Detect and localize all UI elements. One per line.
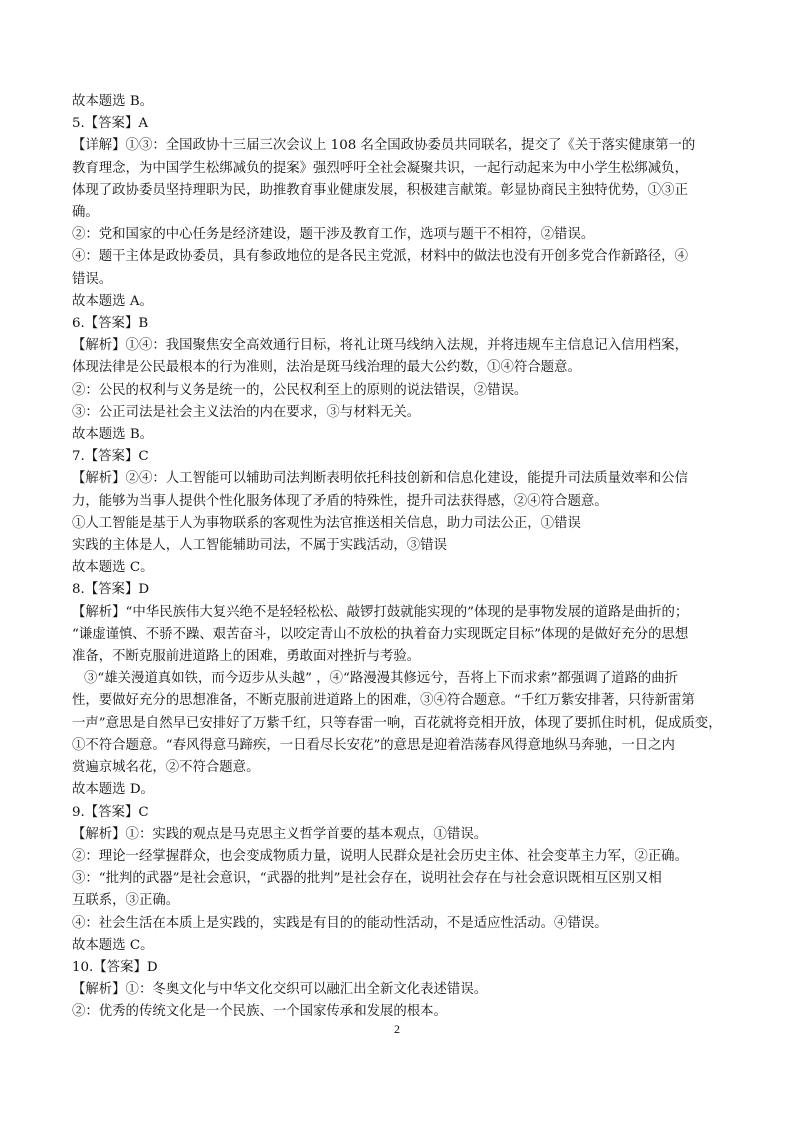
answer-heading-5: 5.【答案】A <box>72 116 149 132</box>
text-line: 故本题选 D。 <box>72 782 154 798</box>
answer-heading-9: 9.【答案】C <box>72 804 149 820</box>
text-line: ②：理论一经掌握群众，也会变成物质力量，说明人民群众是社会历史主体、社会变革主力军，②正确。 <box>72 848 688 864</box>
text-line: 性，要做好充分的思想准备，不断克服前进道路上的困难，③④符合题意。“千红万紫安排著，只待新雷第 <box>72 693 695 709</box>
text-line: “谦虚谨慎、不骄不躁、艰苦奋斗，以咬定青山不放松的执着奋力实现既定目标”体现的是做好充分的思想 <box>72 626 689 642</box>
text-line: 确。 <box>72 205 99 221</box>
text-line: 【解析】①：实践的观点是马克思主义哲学首要的基本观点，①错误。 <box>72 826 488 842</box>
text-line: ①不符合题意。“春风得意马蹄疾，一日看尽长安花”的意思是迎着浩荡春风得意地纵马奔驰，一日之内 <box>72 737 675 753</box>
text-line: 故本题选 B。 <box>72 94 154 109</box>
answer-heading-7: 7.【答案】C <box>72 449 149 465</box>
text-line: 【解析】“中华民族伟大复兴绝不是轻轻松松、敲锣打鼓就能实现的”体现的是事物发展的道路是曲折的； <box>72 604 689 620</box>
text-line: ③“雄关漫道真如铁，而今迈步从头越” ，④“路漫漫其修远兮，吾将上下而求索”都强调了道路的曲折 <box>84 671 679 687</box>
answer-heading-10: 10.【答案】D <box>72 959 158 975</box>
text-line: 赏遍京城名花，②不符合题意。 <box>72 760 260 776</box>
text-line: ①人工智能是基于人为事物联系的客观性为法官推送相关信息，助力司法公正，①错误 <box>72 515 581 531</box>
text-line: ④：题干主体是政协委员，具有参政地位的是各民主党派，材料中的做法也没有开创多党合作新路径，④ <box>72 249 688 265</box>
text-line: 【详解】①③：全国政协十三届三次会议上 108 名全国政协委员共同联名，提交了《关于落实健康第一的 <box>72 138 696 154</box>
text-line: 故本题选 C。 <box>72 937 154 953</box>
text-line: 【解析】②④：人工智能可以辅助司法判断表明依托科技创新和信息化建设，能提升司法质量效率和公信 <box>72 471 688 487</box>
text-line: 一声”意思是自然早已安排好了万紫千红，只等春雷一响，百花就将竞相开放，体现了要抓住时机，促成质变， <box>72 715 722 731</box>
text-line: 故本题选 B。 <box>72 427 154 443</box>
answer-heading-6: 6.【答案】B <box>72 316 149 332</box>
text-line: ③：公正司法是社会主义法治的内在要求，③与材料无关。 <box>72 404 421 420</box>
text-line: ③：“批判的武器”是社会意识，“武器的批判”是社会存在，说明社会存在与社会意识既相互区别又相 <box>72 871 662 887</box>
text-line: 错误。 <box>72 271 113 287</box>
text-line: ④：社会生活在本质上是实践的，实践是有目的的能动性活动，不是适应性活动。④错误。 <box>72 915 608 931</box>
text-line: ②：党和国家的中心任务是经济建设，题干涉及教育工作，选项与题干不相符，②错误。 <box>72 227 595 243</box>
answer-heading-8: 8.【答案】D <box>72 582 150 598</box>
text-line: 力，能够为当事人提供个性化服务体现了矛盾的特殊性，提升司法获得感，②④符合题意。 <box>72 493 608 509</box>
text-line: ②：公民的权利与义务是统一的，公民权利至上的原则的说法错误，②错误。 <box>72 382 528 398</box>
text-line: 体现了政协委员坚持理职为民，助推教育事业健康发展，积极建言献策。彰显协商民主独特优势，①③正 <box>72 182 688 198</box>
text-line: 故本题选 C。 <box>72 560 154 576</box>
text-line: 实践的主体是人，人工智能辅助司法，不属于实践活动，③错误 <box>72 538 447 554</box>
text-line: 教育理念，为中国学生松绑减负的提案》强烈呼吁全社会凝聚共识，一起行动起来为中小学生松绑减负， <box>72 160 688 176</box>
page-number: 2 <box>394 1022 400 1036</box>
text-line: 【解析】①④：我国聚焦安全高效通行目标，将礼让斑马线纳入法规，并将违规车主信息记入信用档案， <box>72 338 688 354</box>
text-line: ②：优秀的传统文化是一个民族、一个国家传承和发展的根本。 <box>72 1004 447 1020</box>
text-line: 故本题选 A。 <box>72 293 153 309</box>
text-line: 互联系，③正确。 <box>72 893 180 909</box>
text-line: 体现法律是公民最根本的行为准则，法治是斑马线治理的最大公约数，①④符合题意。 <box>72 360 581 376</box>
text-line: 【解析】①：冬奥文化与中华文化交织可以融汇出全新文化表述错误。 <box>72 982 488 998</box>
text-line: 准备，不断克服前进道路上的困难，勇敢面对挫折与考验。 <box>72 649 421 665</box>
answer-text-body <box>72 91 726 1024</box>
